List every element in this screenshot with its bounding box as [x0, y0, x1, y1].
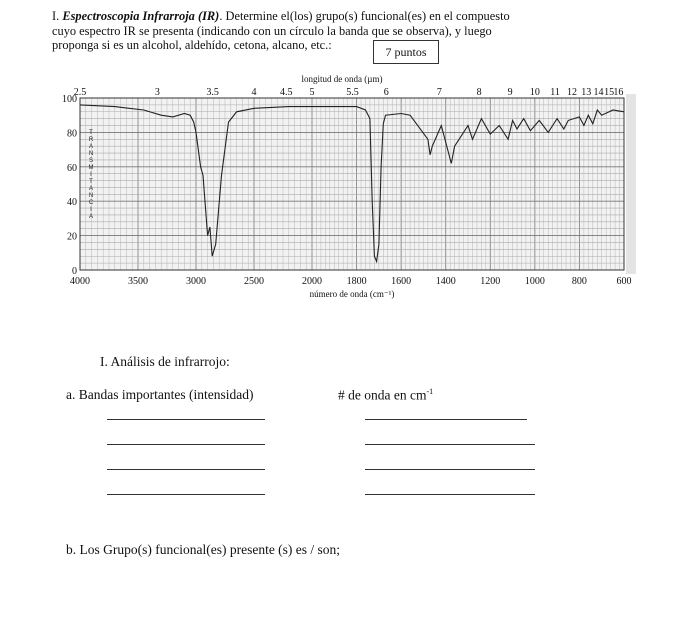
top-tick-label: 16 [613, 87, 624, 98]
top-tick-label: 5.5 [346, 87, 359, 98]
y-axis-letter: T [89, 179, 93, 185]
answer-line-band-3[interactable] [107, 469, 265, 470]
x-tick-label: 1200 [480, 276, 501, 287]
top-tick-label: 9 [507, 87, 513, 98]
y-tick-label: 20 [67, 231, 77, 243]
top-tick-label: 15 [604, 87, 615, 98]
y-axis-letter: T [89, 130, 93, 136]
x-axis-title: número de onda (cm⁻¹) [309, 289, 395, 299]
top-tick-label: 5 [309, 87, 315, 98]
top-tick-label: 11 [550, 87, 560, 98]
y-tick-label: 40 [67, 197, 77, 209]
top-axis-title: longitud de onda (µm) [301, 74, 383, 84]
y-axis-letter: S [88, 158, 94, 164]
top-tick-label: 13 [581, 87, 592, 98]
top-tick-label: 14 [593, 87, 604, 98]
y-tick-label: 100 [62, 94, 77, 105]
x-tick-label: 1000 [524, 276, 545, 287]
y-axis-letter: N [88, 193, 94, 199]
question-line1: . Determine el(los) grupo(s) funcional(es) en el compuesto [219, 9, 510, 23]
x-tick-label: 2500 [244, 276, 264, 287]
y-tick-label: 60 [67, 162, 77, 174]
y-axis-letter: M [88, 165, 94, 171]
question-title: Espectroscopia Infrarroja (IR) [62, 9, 220, 23]
question-line3: proponga si es un alcohol, aldehído, cetona, alcano, etc.: [52, 38, 332, 52]
points-box: 7 puntos [373, 40, 439, 64]
top-tick-label: 3.5 [206, 87, 219, 98]
y-tick-label: 0 [72, 266, 77, 277]
y-axis-letter: A [88, 186, 94, 192]
x-tick-label: 2000 [302, 276, 322, 287]
answer-line-band-2[interactable] [107, 444, 265, 445]
y-axis-letter: R [88, 137, 94, 143]
top-tick-label: 7 [436, 87, 442, 98]
top-tick-label: 4.5 [279, 87, 293, 98]
top-tick-label: 6 [383, 87, 389, 98]
x-tick-label: 3500 [128, 276, 148, 287]
answer-line-wavenumber-4[interactable] [365, 494, 535, 495]
top-tick-label: 2.5 [73, 87, 87, 98]
answer-line-wavenumber-3[interactable] [365, 469, 535, 470]
question-number: I. [52, 9, 60, 23]
functional-groups-label: b. Los Grupo(s) funcional(es) presente (s) es / son; [66, 542, 341, 557]
chart-scrollbar [626, 94, 636, 274]
x-tick-label: 1400 [435, 276, 456, 287]
x-tick-label: 600 [616, 276, 632, 287]
bands-label: a. Bandas importantes (intensidad) [66, 387, 254, 402]
x-tick-label: 800 [571, 276, 587, 287]
y-axis-letter: I [90, 172, 92, 178]
x-tick-label: 4000 [70, 276, 90, 287]
x-tick-label: 3000 [186, 276, 206, 287]
wavenumber-label: # de onda en $cm^{-1}$ [338, 387, 434, 403]
top-tick-label: 8 [476, 87, 482, 98]
y-axis-letter: N [88, 151, 94, 157]
question-text [52, 9, 572, 53]
top-tick-label: 4 [251, 87, 257, 98]
answer-line-wavenumber-2[interactable] [365, 444, 535, 445]
x-tick-label: 1600 [391, 276, 412, 287]
y-axis-letter: C [88, 200, 94, 206]
y-tick-label: 80 [67, 128, 77, 140]
question-line2: cuyo espectro IR se presenta (indicando con un círculo la banda que se observa), y luego [52, 23, 492, 38]
y-axis-letter: A [88, 144, 94, 150]
answer-line-band-1[interactable] [107, 419, 265, 420]
section-heading: I. Análisis de infrarrojo: [100, 354, 230, 369]
top-tick-label: 10 [529, 87, 540, 98]
top-tick-label: 3 [154, 87, 160, 98]
y-axis-letter: I [90, 207, 92, 213]
x-tick-label: 1800 [346, 276, 367, 287]
top-tick-label: 12 [567, 87, 577, 98]
ir-spectrum-chart [52, 66, 637, 306]
y-axis-letter: A [88, 214, 94, 220]
answer-line-wavenumber-1[interactable] [365, 419, 527, 420]
answer-line-band-4[interactable] [107, 494, 265, 495]
